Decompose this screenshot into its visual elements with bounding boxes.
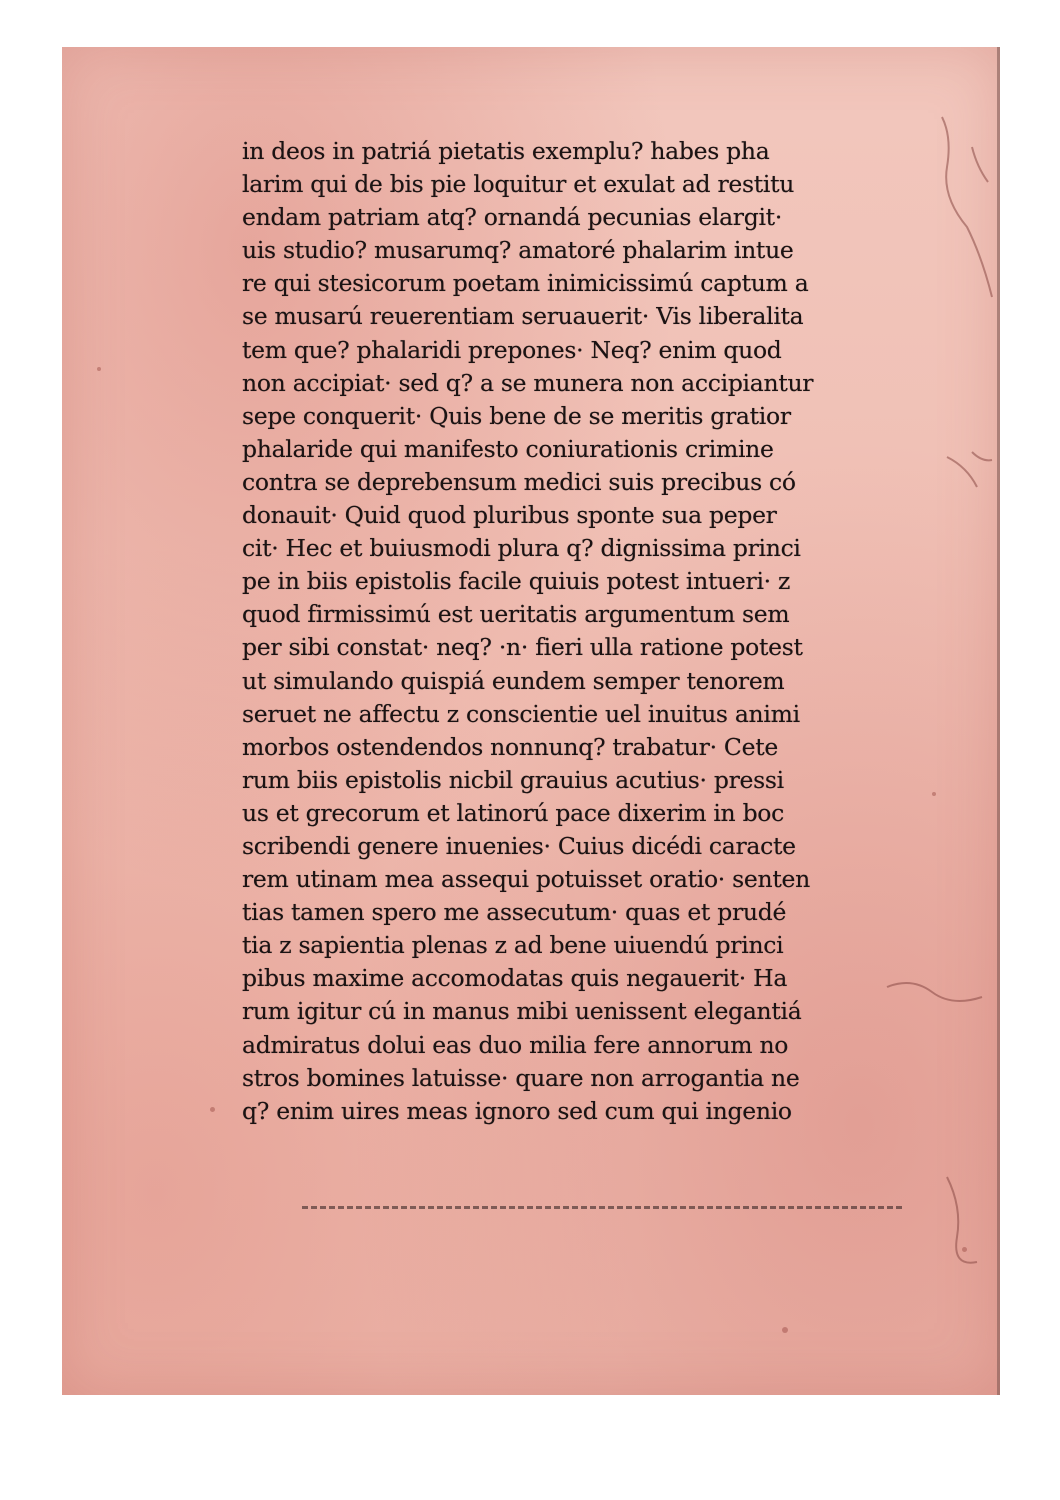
bottom-line-rule [302, 1202, 902, 1209]
text-line: contra se deprebensum medici suis precibus có [242, 467, 796, 496]
margin-stain [882, 967, 992, 1017]
text-line: non accipiat· sed q? a se munera non accipiantur [242, 368, 814, 397]
paper-speck [932, 792, 936, 796]
text-line: morbos ostendendos nonnunq? trabatur· Cete [242, 732, 778, 761]
paper-speck [210, 1107, 215, 1112]
text-line: per sibi constat· neq? ·n· fieri ulla ratione potest [242, 633, 803, 662]
text-line: donauit· Quid quod pluribus sponte sua peper [242, 501, 777, 530]
text-line: larim qui de bis pie loquitur et exulat ad restitu [242, 170, 795, 199]
text-line: phalaride qui manifesto coniurationis crimine [242, 434, 774, 463]
text-line: seruet ne affectu z conscientie uel inuitus animi [242, 699, 800, 728]
text-line: rum igitur cú in manus mibi uenissent elegantiá [242, 997, 802, 1026]
text-line: q? enim uires meas ignoro sed cum qui ingenio [242, 1096, 792, 1125]
book-page-scan [62, 47, 1000, 1395]
text-line: rum biis epistolis nicbil grauius acutius· pressi [242, 765, 784, 794]
text-line: ut simulando quispiá eundem semper tenorem [242, 666, 785, 695]
text-line: tias tamen spero me assecutum· quas et prudé [242, 898, 787, 927]
text-line: rem utinam mea assequi potuisset oratio· senten [242, 865, 810, 894]
text-line: cit· Hec et buiusmodi plura q? dignissima princi [242, 534, 801, 563]
text-line: pibus maxime accomodatas quis negauerit· Ha [242, 964, 788, 993]
page-text-block [242, 135, 852, 1128]
text-line: se musarú reuerentiam seruauerit· Vis liberalita [242, 302, 804, 331]
margin-stain [932, 1167, 1000, 1267]
text-line: tem que? phalaridi prepones· Neq? enim quod [242, 335, 782, 364]
text-line: quod firmissimú est ueritatis argumentum sem [242, 600, 790, 629]
text-line: pe in biis epistolis facile quiuis potest intueri· z [242, 567, 791, 596]
text-line: stros bomines latuisse· quare non arrogantia ne [242, 1063, 800, 1092]
text-line: endam patriam atq? ornandá pecunias elargit· [242, 203, 782, 232]
text-line: sepe conquerit· Quis bene de se meritis gratior [242, 401, 791, 430]
paper-speck [782, 1327, 788, 1333]
text-line: scribendi genere inuenies· Cuius dicédi caracte [242, 831, 796, 860]
margin-stain [942, 442, 1000, 502]
text-line: tia z sapientia plenas z ad bene uiuendú princi [242, 931, 784, 960]
margin-stain [922, 107, 1000, 307]
paper-speck [97, 367, 101, 371]
text-line: us et grecorum et latinorú pace dixerim in boc [242, 798, 785, 827]
text-line: uis studio? musarumq? amatoré phalarim intue [242, 236, 794, 265]
text-line: re qui stesicorum poetam inimicissimú captum a [242, 269, 809, 298]
text-line: in deos in patriá pietatis exemplu? habes pha [242, 137, 770, 165]
text-line: admiratus dolui eas duo milia fere annorum no [242, 1030, 789, 1059]
